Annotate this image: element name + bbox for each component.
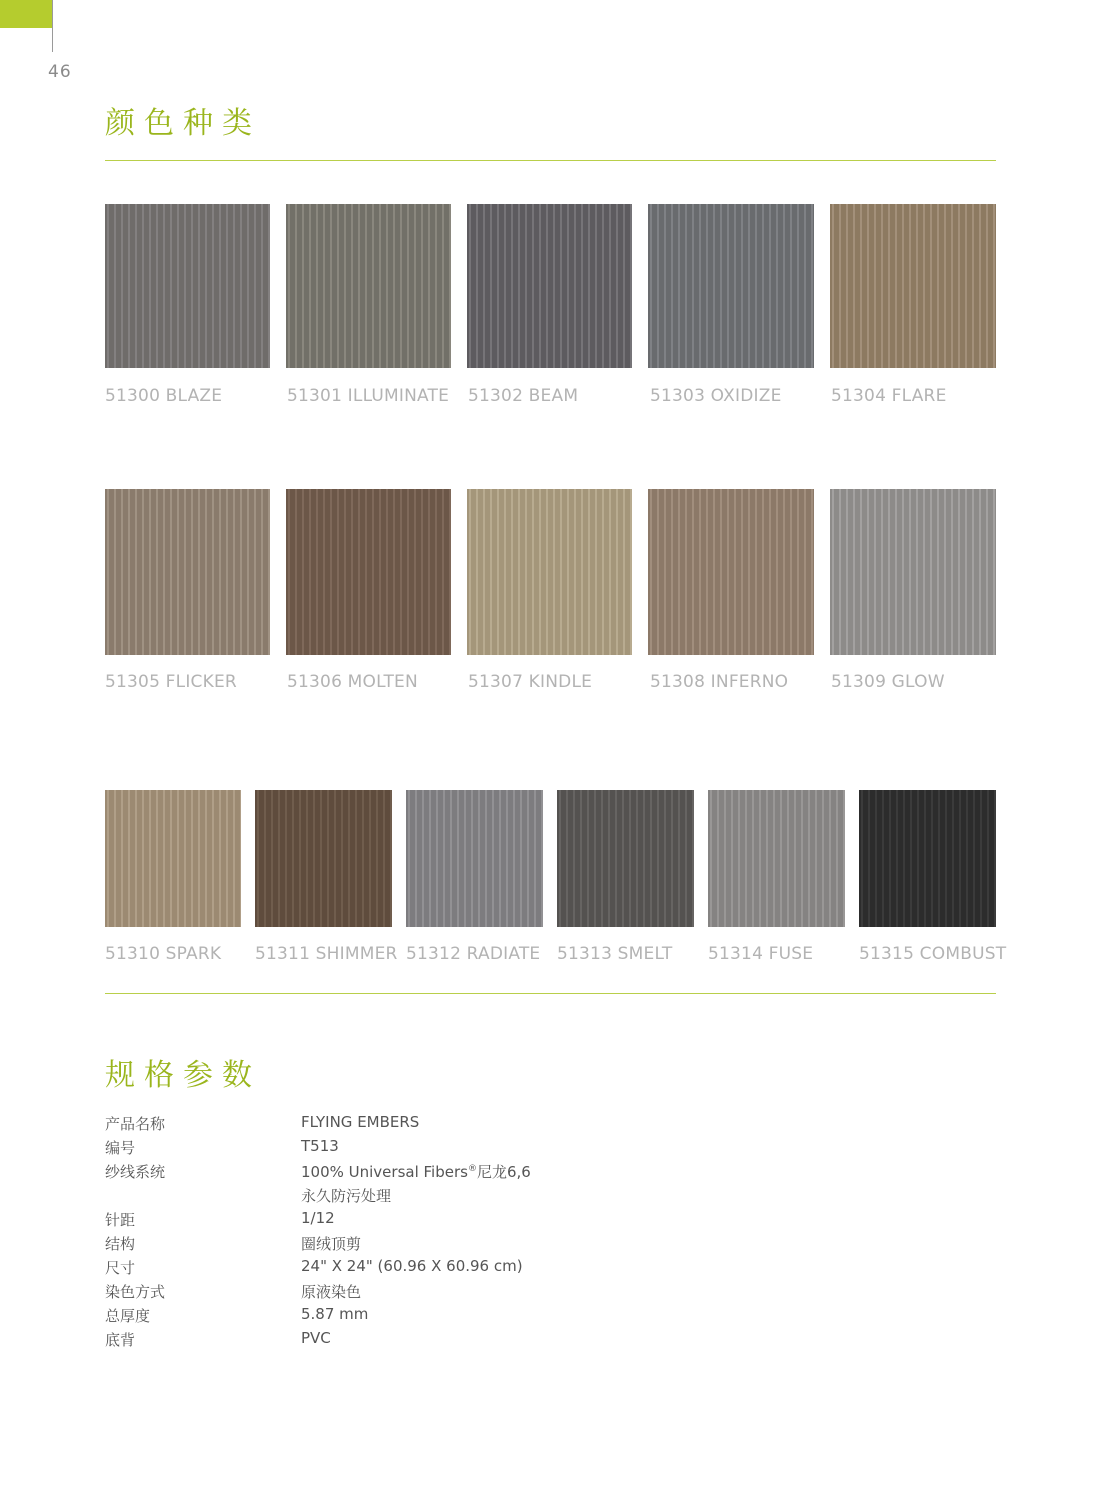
swatch-label: 51313 SMELT <box>557 944 673 964</box>
spec-value-dye-method: 原液染色 <box>301 1283 362 1301</box>
swatch-51315 <box>859 790 996 927</box>
spec-label-gauge: 针距 <box>105 1211 136 1229</box>
corner-accent-line <box>52 0 53 52</box>
swatch-51302 <box>467 204 632 368</box>
swatch-label: 51309 GLOW <box>831 672 945 692</box>
swatch-51312 <box>406 790 543 927</box>
colors-top-rule <box>105 160 996 161</box>
swatch-label: 51310 SPARK <box>105 944 222 964</box>
spec-label-construction: 结构 <box>105 1235 136 1253</box>
swatch-label: 51311 SHIMMER <box>255 944 398 964</box>
swatch-51314 <box>708 790 845 927</box>
colors-bottom-rule <box>105 993 996 994</box>
spec-value-size: 24" X 24" (60.96 X 60.96 cm) <box>301 1257 523 1275</box>
spec-value-yarn-treatment: 永久防污处理 <box>301 1187 392 1205</box>
spec-label-product-name: 产品名称 <box>105 1115 166 1133</box>
swatch-51310 <box>105 790 241 927</box>
spec-label-dye-method: 染色方式 <box>105 1283 166 1301</box>
spec-value-product-name: FLYING EMBERS <box>301 1113 420 1131</box>
swatch-51308 <box>648 489 814 655</box>
swatch-label: 51303 OXIDIZE <box>650 386 782 406</box>
swatch-label: 51305 FLICKER <box>105 672 237 692</box>
swatch-51313 <box>557 790 694 927</box>
spec-value-gauge: 1/12 <box>301 1209 335 1227</box>
spec-value-code: T513 <box>301 1137 339 1155</box>
spec-label-size: 尺寸 <box>105 1259 136 1277</box>
colors-section-title: 颜色种类 <box>105 106 261 141</box>
swatch-label: 51301 ILLUMINATE <box>287 386 450 406</box>
swatch-label: 51308 INFERNO <box>650 672 789 692</box>
spec-value-yarn-system <box>301 1161 531 1182</box>
spec-value-construction: 圈绒顶剪 <box>301 1235 362 1253</box>
swatch-label: 51315 COMBUST <box>859 944 1007 964</box>
spec-label-yarn-system: 纱线系统 <box>105 1163 166 1181</box>
spec-value-thickness: 5.87 mm <box>301 1305 369 1323</box>
specs-section-title: 规格参数 <box>105 1058 261 1093</box>
swatch-51306 <box>286 489 451 655</box>
swatch-51305 <box>105 489 270 655</box>
swatch-label: 51302 BEAM <box>468 386 579 406</box>
swatch-51301 <box>286 204 451 368</box>
yarn-system-nylon: 尼龙6,6 <box>476 1163 531 1181</box>
yarn-system-text: 100% Universal Fibers <box>301 1163 468 1181</box>
corner-accent-block <box>0 0 52 28</box>
spec-label-code: 编号 <box>105 1139 136 1157</box>
page-number: 46 <box>48 62 72 82</box>
swatch-51304 <box>830 204 996 368</box>
swatch-label: 51314 FUSE <box>708 944 814 964</box>
swatch-label: 51307 KINDLE <box>468 672 593 692</box>
swatch-label: 51312 RADIATE <box>406 944 541 964</box>
swatch-51309 <box>830 489 996 655</box>
swatch-label: 51300 BLAZE <box>105 386 223 406</box>
spec-value-backing: PVC <box>301 1329 331 1347</box>
swatch-51300 <box>105 204 270 368</box>
swatch-51311 <box>255 790 392 927</box>
spec-label-backing: 底背 <box>105 1331 136 1349</box>
swatch-51303 <box>648 204 814 368</box>
swatch-label: 51304 FLARE <box>831 386 947 406</box>
swatch-51307 <box>467 489 632 655</box>
swatch-label: 51306 MOLTEN <box>287 672 418 692</box>
registered-mark: ® <box>467 1164 477 1174</box>
spec-label-thickness: 总厚度 <box>105 1307 151 1325</box>
